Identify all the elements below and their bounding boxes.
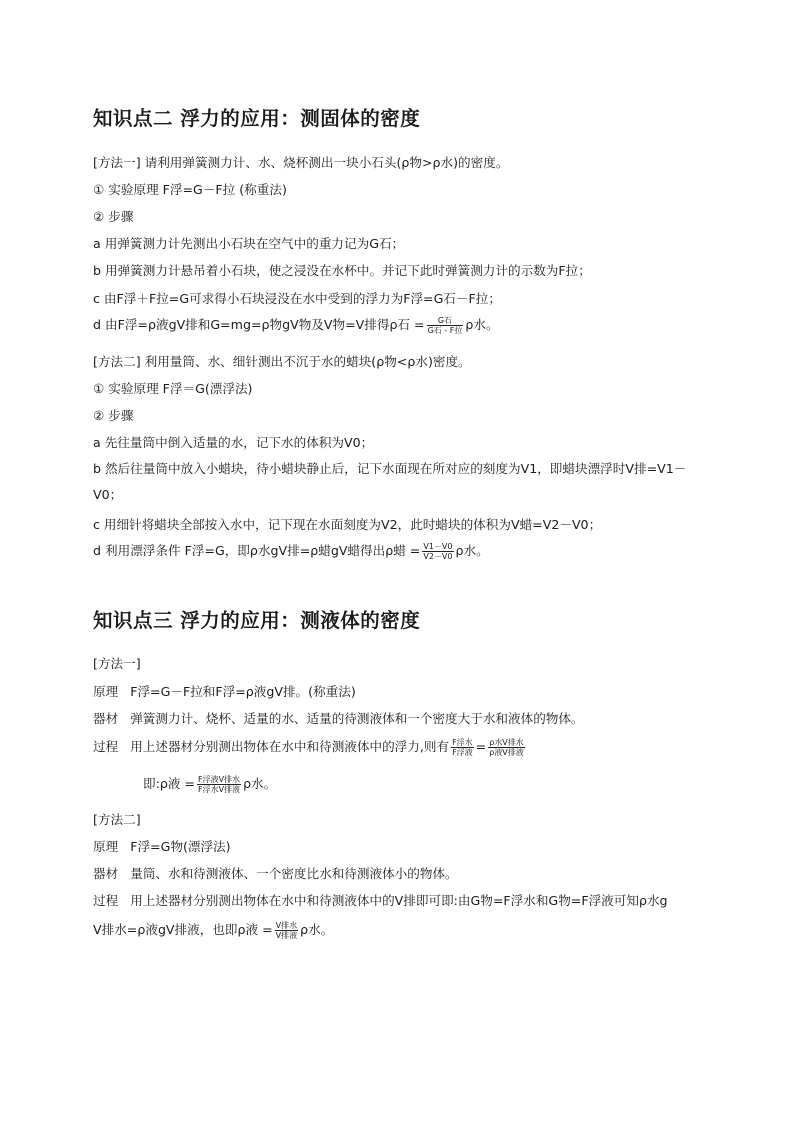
row-label: 器材 (93, 866, 119, 881)
process-line (93, 738, 527, 757)
fraction-numerator: V1－V0 (423, 542, 453, 551)
row-label: 过程 (93, 893, 119, 908)
fraction-numerator: ρ水V排水 (489, 738, 524, 747)
result-line (143, 775, 276, 794)
row-text: 弹簧测力计、烧杯、适量的水、适量的待测液体和一个密度大于水和液体的物体。 (130, 711, 584, 726)
section-title: 知识点二 浮力的应用：测固体的密度 (93, 107, 421, 130)
row-text: 用上述器材分别测出物体在水中和待测液体中的浮力,则有 (130, 739, 450, 754)
principle-line: ① 实验原理 F浮＝G(漂浮法) (93, 381, 253, 396)
formula-text: d 利用漂浮条件 F浮=G，即ρ水gV排=ρ蜡gV蜡得出ρ蜡 = (93, 543, 421, 558)
fraction-denominator: ρ液V排液 (489, 748, 524, 757)
method-heading: [方法二] (93, 812, 141, 827)
fraction-numerator: F浮水 (452, 738, 473, 747)
fraction-denominator: F浮水V排液 (197, 785, 241, 794)
row-label: 过程 (93, 739, 119, 754)
fraction-denominator: V排液 (275, 931, 298, 940)
equipment-line (93, 866, 458, 882)
steps-heading: ② 步骤 (93, 209, 134, 224)
step-a: a 先往量筒中倒入适量的水，记下水的体积为V0； (93, 435, 374, 450)
formula-text: ρ水。 (465, 317, 499, 332)
step-b: b 然后往量筒中放入小蜡块，待小蜡块静止后，记下水面现在所对应的刻度为V1，即蜡块漂浮时V排=V1－V0； (93, 461, 687, 502)
principle-line: ① 实验原理 F浮=G－F拉 (称重法) (93, 182, 287, 197)
steps-heading: ② 步骤 (93, 408, 134, 423)
fraction-numerator: G石 (427, 316, 464, 326)
fraction (488, 738, 525, 757)
row-text: F浮=G物(漂浮法) (130, 839, 231, 854)
method-heading: [方法一] (93, 656, 141, 671)
step-d (93, 542, 489, 561)
row-text: 量筒、水和待测液体、一个密度比水和待测液体小的物体。 (130, 866, 458, 881)
step-c: c 用细针将蜡块全部按入水中，记下现在水面刻度为V2，此时蜡块的体积为V蜡=V2－V0； (93, 517, 602, 532)
row-label: 原理 (93, 684, 119, 699)
step-a: a 用弹簧测力计先测出小石块在空气中的重力记为G石； (93, 236, 405, 251)
fraction (197, 775, 241, 794)
fraction-numerator: V排水 (275, 921, 298, 930)
section-title: 知识点三 浮力的应用：测液体的密度 (93, 609, 421, 632)
process-line (93, 893, 668, 909)
formula-text: ρ水。 (455, 543, 489, 558)
fraction (422, 542, 453, 561)
formula-text: ρ水。 (300, 922, 334, 937)
formula-text: V排水=ρ液gV排液，也即ρ液 = (93, 922, 273, 937)
fraction-numerator: F浮液V排水 (197, 775, 241, 784)
step-c: c 由F浮＋F拉=G可求得小石块浸没在水中受到的浮力为F浮=G石－F拉； (93, 291, 501, 306)
row-label: 器材 (93, 711, 119, 726)
fraction-denominator: F浮液 (452, 748, 473, 757)
fraction (427, 316, 464, 335)
fraction-denominator: G石 - F拉 (427, 326, 463, 335)
row-text: 用上述器材分别测出物体在水中和待测液体中的V排即可即:由G物=F浮水和G物=F浮液可知ρ水g (130, 893, 668, 908)
formula-text: 即:ρ液 = (143, 776, 195, 791)
row-label: 原理 (93, 839, 119, 854)
step-d (93, 316, 499, 335)
method-heading: [方法二] 利用量筒、水、细针测出不沉于水的蜡块(ρ物<ρ水)密度。 (93, 354, 471, 369)
equals-sign: = (475, 739, 487, 754)
formula-text: ρ水。 (243, 776, 277, 791)
step-b: b 用弹簧测力计悬吊着小石块，使之浸没在水杯中。并记下此时弹簧测力计的示数为F拉； (93, 263, 591, 278)
fraction (451, 738, 474, 757)
principle-line (93, 684, 356, 700)
fraction (275, 921, 298, 940)
method-heading: [方法一] 请利用弹簧测力计、水、烧杯测出一块小石头(ρ物>ρ水)的密度。 (93, 155, 509, 170)
formula-text: d 由F浮=ρ液gV排和G=mg=ρ物gV物及V物=V排得ρ石 = (93, 317, 425, 332)
equipment-line (93, 711, 584, 727)
principle-line (93, 839, 231, 855)
result-line (93, 921, 333, 940)
fraction-denominator: V2－V0 (423, 552, 453, 561)
row-text: F浮=G－F拉和F浮=ρ液gV排。(称重法) (130, 684, 356, 699)
